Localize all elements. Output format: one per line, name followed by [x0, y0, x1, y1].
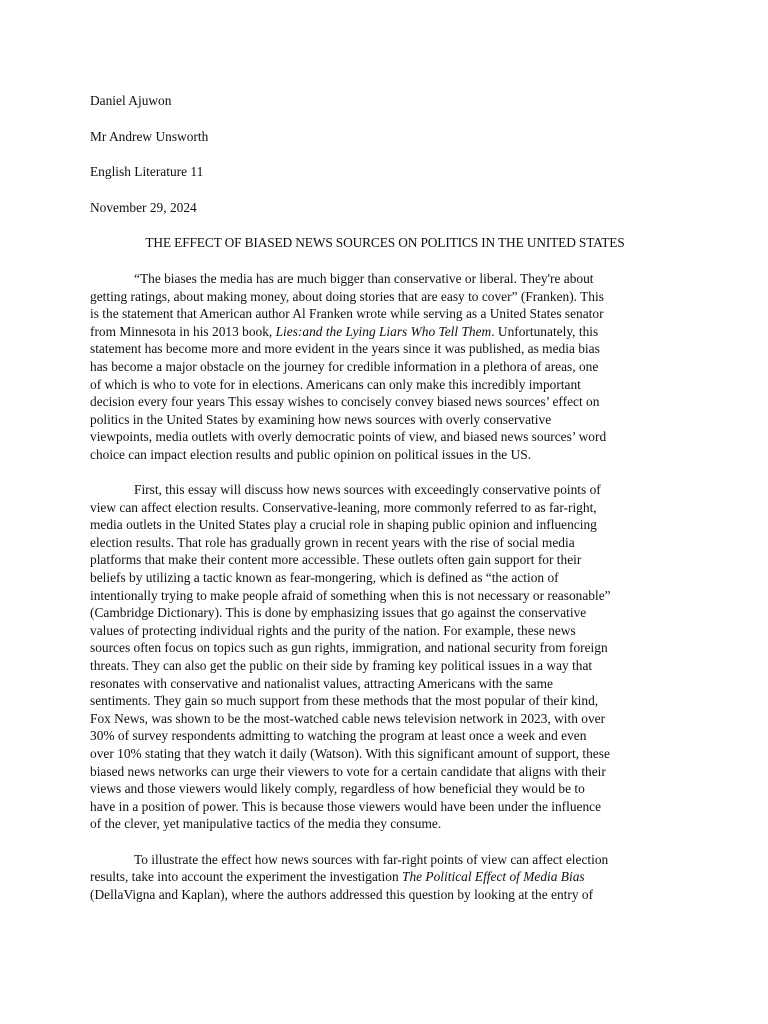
paragraph-line: sources often focus on topics such as gun rights, immigration, and national security from foreign [90, 640, 608, 656]
paragraph-line: have in a position of power. This is because those viewers would have been under the influence [90, 798, 602, 814]
paragraph-line: sentiments. They gain so much support from these methods that the most popular of their kind, [90, 693, 599, 709]
essay-date: November 29, 2024 [90, 199, 197, 215]
paragraph-line: election results. That role has gradually grown in recent years with the rise of social media [90, 534, 575, 550]
paragraph-line: over 10% stating that they watch it daily (Watson). With this significant amount of support, these [90, 746, 610, 761]
paragraph-line: (DellaVigna and Kaplan), where the authors addressed this question by looking at the entry of [90, 886, 594, 902]
paragraph-line: statement has become more and more evident in the years since it was published, as media bias [90, 341, 600, 357]
paragraph-line: Fox News, was shown to be the most-watched cable news television network in 2023, with over [90, 710, 606, 726]
student-name: Daniel Ajuwon [90, 93, 172, 108]
paragraph-line: biased news networks can urge their viewers to vote for a certain candidate that aligns with their [90, 763, 606, 779]
paragraph-line: platforms that make their content more accessible. These outlets often gain support for their [90, 552, 582, 568]
course-name: English Literature 11 [90, 164, 204, 180]
paragraph-line: view can affect election results. Conservative-leaning, more commonly referred to as far-right, [90, 499, 597, 515]
paragraph-line-start: results, take into account the experiment the investigation [90, 869, 402, 885]
paragraph-illustration [90, 851, 680, 904]
teacher-name: Mr Andrew Unsworth [90, 128, 209, 144]
paragraph-line: First, this essay will discuss how news sources with exceedingly conservative points of [134, 482, 601, 498]
essay-title: THE EFFECT OF BIASED NEWS SOURCES ON POLITICS IN THE UNITED STATES [145, 235, 625, 251]
paragraph-line [90, 868, 680, 886]
paragraph-conservative-media [90, 481, 680, 833]
paragraph-line: is the statement that American author Al Franken wrote while serving as a United States senator [90, 306, 604, 322]
paragraph-introduction [90, 270, 680, 464]
paragraph-line: choice can impact election results and public opinion on political issues in the US. [90, 446, 532, 462]
paragraph-line: getting ratings, about making money, about doing stories that are easy to cover” (Franken). This [90, 288, 604, 304]
essay-body [90, 92, 680, 921]
study-title: The Political Effect of Media Bias [402, 869, 585, 885]
paragraph-line: 30% of survey respondents admitting to watching the program at least once a week and even [90, 728, 587, 744]
book-title: Lies:and the Lying Liars Who Tell Them [275, 323, 492, 339]
paragraph-line: decision every four years This essay wishes to concisely convey biased news sources’ effect on [90, 394, 600, 410]
paragraph-line-end: . Unfortunately, this [491, 323, 599, 339]
paragraph-line: media outlets in the United States play a crucial role in shaping public opinion and influencing [90, 517, 597, 533]
paragraph-line: views and those viewers would likely comply, regardless of how beneficial they would be to [90, 781, 585, 797]
paragraph-line: resonates with conservative and nationalist values, attracting Americans with the same [90, 675, 553, 691]
paragraph-line: intentionally trying to make people afraid of something when this is not necessary or reasonable” [90, 587, 611, 603]
paragraph-line: (Cambridge Dictionary). This is done by emphasizing issues that go against the conservative [90, 605, 587, 621]
paragraph-line [90, 323, 680, 341]
paragraph-line: of the clever, yet manipulative tactics of the media they consume. [90, 816, 442, 832]
paragraph-line: values of protecting individual rights and the purity of the nation. For example, these news [90, 622, 576, 638]
paragraph-line: To illustrate the effect how news sources with far-right points of view can affect election [134, 851, 609, 867]
paragraph-line: viewpoints, media outlets with overly democratic points of view, and biased news sources’ word [90, 429, 607, 445]
paragraph-line: “The biases the media has are much bigger than conservative or liberal. They're about [134, 270, 594, 286]
paragraph-line: of which is who to vote for in elections. Americans can only make this incredibly important [90, 376, 581, 392]
paragraph-line: politics in the United States by examining how news sources with overly conservative [90, 411, 552, 427]
paragraph-line: has become a major obstacle on the journey for credible information in a plethora of areas, one [90, 358, 599, 374]
paragraph-line: beliefs by utilizing a tactic known as fear-mongering, which is defined as “the action of [90, 570, 559, 586]
paragraph-line: threats. They can also get the public on their side by framing key political issues in a way that [90, 658, 593, 674]
paragraph-line-start: from Minnesota in his 2013 book, [90, 323, 276, 339]
